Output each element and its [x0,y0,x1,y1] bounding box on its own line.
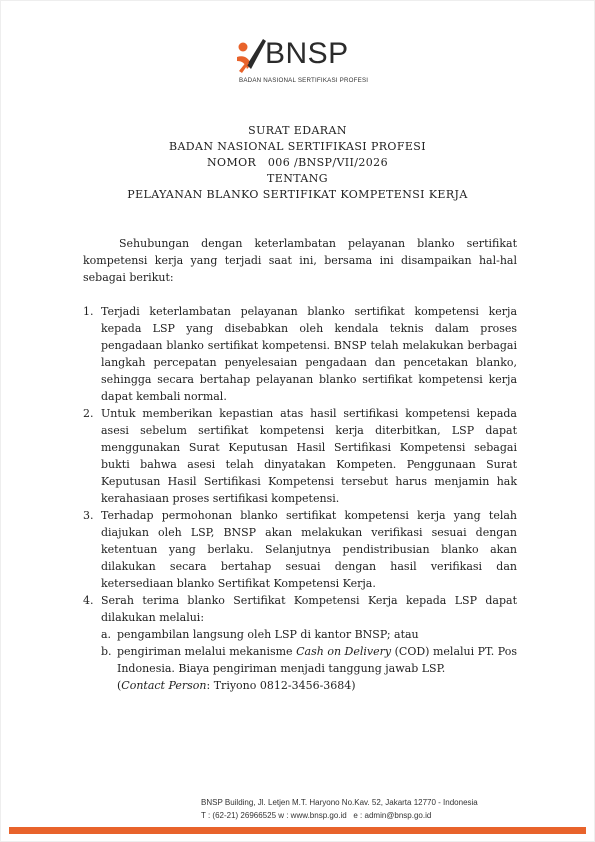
letter-footer [201,796,478,822]
list-item [83,507,517,592]
contact-label: Contact Person [121,679,207,692]
sub-list [101,626,517,694]
logo-wordmark: BNSP [265,37,349,70]
sub-item-letter: a. [101,628,112,641]
logo-subtitle: BADAN NASIONAL SERTIFIKASI PROFESI [239,77,369,84]
sub-item-text: pengambilan langsung oleh LSP di kantor BNSP; atau [117,628,419,641]
list-item-number: 3. [83,509,94,522]
footer-contacts: T : (62-21) 26966525 w : www.bnsp.go.id e : admin@bnsp.go.id [201,811,432,820]
sub-item-text-post: (COD) melalui PT. Pos Indonesia. Biaya pengiriman menjadi tanggung jawab LSP. [117,645,517,675]
footer-address: BNSP Building, Jl. Letjen M.T. Haryono No.Kav. 52, Jakarta 12770 - Indonesia [201,798,478,807]
numbered-list [83,303,517,694]
list-item-text: Untuk memberikan kepastian atas hasil sertifikasi kompetensi kepada asesi sebelum sertifikat kompetensi kerja diterbitkan, LSP dapat menggunakan Surat Keputusan Hasil Sertifikasi Kompetensi sebagai bukti bahwa asesi telah dinyatakan Kompeten. Penggunaan Surat Keputusan Hasil Sertifikasi Kompetensi tersebut harus menjamin hak kerahasiaan proses sertifikasi kompetensi. [101,407,517,505]
bnsp-logo [233,35,373,87]
list-item-text: Serah terima blanko Sertifikat Kompetensi Kerja kepada LSP dapat dilakukan melalui: [101,594,517,624]
cod-italic-text: Cash on Delivery [296,645,392,658]
heading-number: NOMOR 006 /BNSP/VII/2026 [207,156,388,169]
letter-heading [1,123,594,203]
list-item [83,592,517,694]
heading-agency: BADAN NASIONAL SERTIFIKASI PROFESI [168,140,426,153]
sub-item-text-pre: pengiriman melalui mekanisme [117,645,297,658]
list-item-number: 1. [83,305,94,318]
list-item-number: 4. [83,594,94,607]
sub-list-item [101,626,517,643]
list-item [83,405,517,507]
sub-list-item [101,643,517,694]
contact-value: : Triyono 0812-3456-3684) [206,679,356,692]
bnsp-emblem-icon [233,35,267,75]
heading-title: SURAT EDARAN [248,124,347,137]
footer-accent-bar [9,827,586,834]
letter-body [83,235,517,694]
heading-subject: PELAYANAN BLANKO SERTIFIKAT KOMPETENSI KERJA [127,188,468,201]
list-item-text: Terhadap permohonan blanko sertifikat kompetensi kerja yang telah diajukan oleh LSP, BNSP akan melakukan verifikasi sesuai dengan ketentuan yang berlaku. Selanjutnya pendistribusian blanko akan dilakukan secara bertahap sesuai dengan hasil verifikasi dan ketersediaan blanko Sertifikat Kompetensi Kerja. [101,509,517,590]
intro-paragraph: Sehubungan dengan keterlambatan pelayanan blanko sertifikat kompetensi kerja yang terjadi saat ini, bersama ini disampaikan hal-hal sebagai berikut: [83,237,517,284]
sub-item-letter: b. [101,645,112,658]
heading-about: TENTANG [267,172,328,185]
list-item [83,303,517,405]
list-item-number: 2. [83,407,94,420]
contact-open: ( [117,679,122,692]
list-item-text: Terjadi keterlambatan pelayanan blanko sertifikat kompetensi kerja kepada LSP yang disebabkan oleh kendala teknis dalam proses pengadaan blanko sertifikat kompetensi. BNSP telah melakukan berbagai langkah percepatan penyelesaian pengadaan dan pencetakan blanko, sehingga secara bertahap pelayanan blanko sertifikat kompetensi kerja dapat kembali normal. [101,305,517,403]
